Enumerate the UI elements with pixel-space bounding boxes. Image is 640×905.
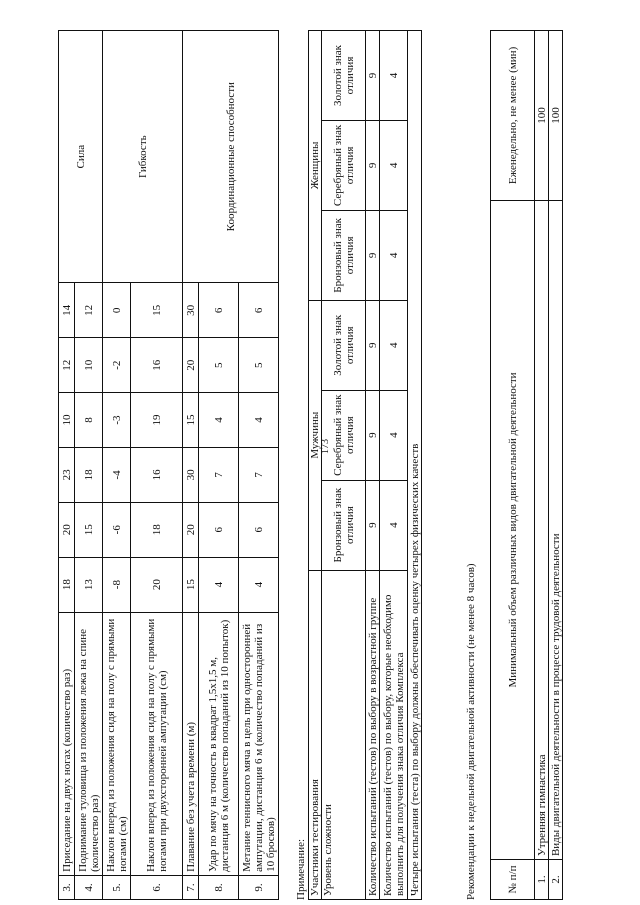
cell: 4 (380, 300, 408, 390)
cell: 18 (59, 557, 75, 612)
cell: 30 (183, 283, 199, 338)
level-header: Золотой знак отличия (322, 300, 366, 390)
cell: 12 (75, 283, 103, 338)
cell: 4 (380, 31, 408, 121)
recommendations-title: Рекомендации к недельной двигательной активности (не менее 8 часов) (465, 563, 477, 900)
cell: 4 (380, 210, 408, 300)
page-number: 173 (320, 439, 331, 454)
cell: 4 (380, 480, 408, 570)
test-name: Метание теннисного мяча в цель при односторонней ампутации, дистанция 6 м (количество попаданий из 10 бросков) (239, 612, 279, 875)
row-number: 6. (131, 875, 183, 899)
cell: 100 (535, 31, 549, 201)
row-number: 4. (75, 875, 103, 899)
quality-cell: Гибкость (103, 31, 183, 283)
standards-table (58, 30, 279, 900)
table-row (183, 31, 199, 900)
cell: 4 (199, 557, 239, 612)
cell: -8 (103, 557, 131, 612)
cell: 4 (239, 557, 279, 612)
cell: 4 (239, 393, 279, 448)
cell: 8 (75, 393, 103, 448)
cell: 18 (75, 447, 103, 502)
cell: 5 (199, 338, 239, 393)
women-header: Женщины (309, 31, 322, 301)
table-row (309, 31, 322, 900)
table-row (322, 31, 366, 900)
activity-name: Утренняя гимнастика (535, 200, 549, 859)
activity-name: Виды двигательной деятельности в процессе трудовой деятельности (549, 200, 563, 859)
cell: 13 (75, 557, 103, 612)
table-row (366, 31, 380, 900)
row-number: 7. (183, 875, 199, 899)
row-number: 2. (549, 860, 563, 900)
cell: 15 (183, 557, 199, 612)
difficulty-table (308, 30, 422, 900)
cell: 23 (59, 447, 75, 502)
note-label: Примечание: (295, 838, 307, 900)
table-row (491, 31, 535, 900)
row-label: Четыре испытания (теста) по выбору должны обеспечивать оценку четырех физических качеств (408, 31, 422, 900)
cell: 9 (366, 300, 380, 390)
level-header: Серебряный знак отличия (322, 120, 366, 210)
cell: 7 (199, 447, 239, 502)
row-number: 1. (535, 860, 549, 900)
row-label: Количество испытаний (тестов) по выбору в возрастной группе (366, 570, 380, 899)
cell: 9 (366, 390, 380, 480)
test-name: Наклон вперед из положения сидя на полу с прямыми ногами при двухсторонней ампутации (см) (131, 612, 183, 875)
level-header: Золотой знак отличия (322, 31, 366, 121)
row-label: Количество испытаний (тестов) по выбору, которые необходимо выполнить для получения знака отличия Комплекса (380, 570, 408, 899)
cell: 30 (183, 447, 199, 502)
cell: -6 (103, 502, 131, 557)
cell: 9 (366, 480, 380, 570)
row-number: 9. (239, 875, 279, 899)
cell: 15 (75, 502, 103, 557)
cell: 4 (380, 390, 408, 480)
cell: 9 (366, 31, 380, 121)
table-row (103, 31, 131, 900)
men-header: Мужчины (309, 300, 322, 570)
cell: 12 (59, 338, 75, 393)
cell: 100 (549, 31, 563, 201)
cell: -4 (103, 447, 131, 502)
cell: 6 (239, 283, 279, 338)
cell: 6 (199, 502, 239, 557)
cell: 15 (183, 393, 199, 448)
row-number: 3. (59, 875, 75, 899)
table-row (380, 31, 408, 900)
level-header: Бронзовый знак отличия (322, 480, 366, 570)
cell: -2 (103, 338, 131, 393)
test-name: Приседание на двух ногах (количество раз) (59, 612, 75, 875)
header-name: Минимальный объем различных видов двигательной деятельности (491, 200, 535, 859)
header-weekly: Еженедельно, не менее (мин) (491, 31, 535, 201)
quality-cell: Координационные способности (183, 31, 279, 283)
cell: 7 (239, 447, 279, 502)
activity-table (490, 30, 563, 900)
test-name: Наклон вперед из положения сидя на полу с прямыми ногами (см) (103, 612, 131, 875)
cell: 10 (59, 393, 75, 448)
table-row (549, 31, 563, 900)
cell: 0 (103, 283, 131, 338)
quality-cell: Сила (59, 31, 103, 283)
header-num: № п/п (491, 860, 535, 900)
cell: 20 (183, 338, 199, 393)
level-header: Серебряный знак отличия (322, 390, 366, 480)
cell: 19 (131, 393, 183, 448)
cell: 20 (131, 557, 183, 612)
cell: 4 (380, 120, 408, 210)
row-number: 5. (103, 875, 131, 899)
cell: 16 (131, 447, 183, 502)
cell: 9 (366, 120, 380, 210)
table-row (535, 31, 549, 900)
level-header: Бронзовый знак отличия (322, 210, 366, 300)
cell: 15 (131, 283, 183, 338)
cell: 9 (366, 210, 380, 300)
table-row (59, 31, 75, 900)
test-name: Плавание без учета времени (м) (183, 612, 199, 875)
cell: 20 (59, 502, 75, 557)
cell: -3 (103, 393, 131, 448)
test-name: Удар по мячу на точность в квадрат 1,5x1,5 м, дистанция 6 м (количество попаданий из 10 попыток) (199, 612, 239, 875)
cell: 14 (59, 283, 75, 338)
level-label: Уровень сложности (322, 570, 366, 899)
cell: 16 (131, 338, 183, 393)
cell: 20 (183, 502, 199, 557)
table-row (408, 31, 422, 900)
cell: 10 (75, 338, 103, 393)
cell: 6 (239, 502, 279, 557)
cell: 4 (199, 393, 239, 448)
test-name: Поднимание туловища из положения лежа на спине (количество раз) (75, 612, 103, 875)
participants-label: Участники тестирования (309, 570, 322, 899)
row-number: 8. (199, 875, 239, 899)
cell: 18 (131, 502, 183, 557)
cell: 6 (199, 283, 239, 338)
cell: 5 (239, 338, 279, 393)
